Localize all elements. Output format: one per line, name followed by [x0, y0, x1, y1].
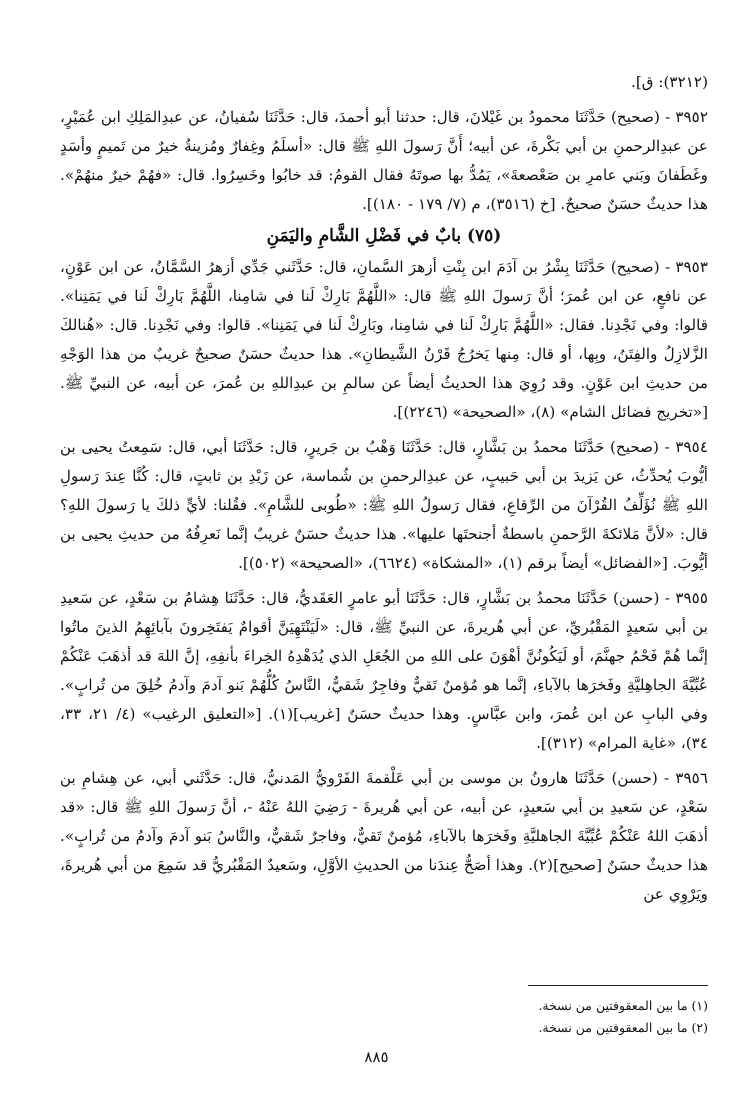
hadith-3955: ٣٩٥٥ - (حسن) حَدَّثَنَا محمدُ بن بَشَّارٍ، قال: حَدَّثَنَا أبو عامرٍ العَقَديُّ، قال: حَدَّثَنَا هِشامُ بن سَعْدٍ، عن سَعيدِ بن أبي سَعيدٍ المَقْبُريِّ، عن أبي هُريرةَ، عن النبيِّ ﷺ، قال: «لَيَنْتَهِيَنَّ أقوامٌ يَفتَخِرونَ بآبائِهِمُ الذينَ ماتُوا إنَّما هُمْ فَحْمُ جهنَّمَ، أو لَيَكُونُنَّ أهْوَنَ على اللهِ من الجُعَلِ الذي يُدَهْدِهُ الخِراءَ بأنفِهِ، إنَّ اللهَ قد أذهَبَ عَنْكُمْ عُبِّيَّةَ الجاهِليَّةِ وفَخرَها بالآباءِ، إنَّما هو مُؤمنٌ تَقيٌّ وفاجِرٌ شَقيٌّ، النَّاسُ كُلُّهُمْ بَنو آدمَ وآدمُ خُلِقَ من تُرابٍ». وفي البابِ عن ابن عُمرَ، وابن عبَّاسٍ. وهذا حديثٌ حسَنٌ [غريب](١). [«التعليق الرغيب» (٤/ ٢١، ٣٣، ٣٤)، «غاية المرام» (٣١٢)]. — [60, 589, 708, 752]
hadith-3952: ٣٩٥٢ - (صحيح) حَدَّثَنَا محمودُ بن غَيْلانَ، قال: حدثنا أبو أحمدَ، قال: حَدَّثَنَا سُفيانُ، عن عبدِالمَلِكِ ابن عُمَيْرٍ، عن عبدِالرحمنِ بن أبي بَكْرةَ، عن أبيه؛ أَنَّ رَسولَ اللهِ ﷺ قال: «أسلَمُ وغِفارٌ ومُزينةُ خيرٌ من تَميمٍ وأسَدٍ وغَطَفانَ وبَني عامرِ بن صَعْصعةَ»، يَمُدُّ بها صوتَهُ فقال القومُ: قد خابُوا وخَسِرُوا. قال: «فهُمْ خيرٌ منهُمْ». هذا حديثٌ حسَنٌ صحيحٌ. [خ (٣٥١٦)، م (٧/ ١٧٩ - ١٨٠)]. — [60, 108, 708, 213]
chapter-heading: (٧٥) بابٌ في فَضْلِ الشَّامِ واليَمَنِ — [266, 226, 502, 246]
footnote-2: (٢) ما بين المعقوفتين من نسخة. — [538, 1020, 708, 1035]
hadith-3953: ٣٩٥٣ - (صحيح) حَدَّثَنَا بِشْرُ بن آدَمَ ابن بِنْتِ أزهرَ السَّمانِ، قال: حَدَّثَني جَدِّي أزهرُ السَّمَّانُ، عن ابن عَوْنٍ، عن نافعٍ، عن ابن عُمرَ؛ أنَّ رَسولَ اللهِ ﷺ قال: «اللَّهُمَّ بَارِكْ لَنا في شامِنا، اللَّهُمَّ بَارِكْ لَنا في يَمَنِنا». قالوا: وفي نَجْدِنا. فقال: «اللَّهُمَّ بَارِكْ لَنا في شامِنا، وبَارِكْ لَنا في يَمَنِنا». قالوا: وفي نَجْدِنا. قال: «هُنالكَ الزَّلازِلُ والفِتَنُ، وبِها، أو قال: مِنها يَخرُجُ قَرْنُ الشَّيطانِ». هذا حديثٌ حسَنٌ صحيحٌ غريبٌ من هذا الوَجْهِ من حديثِ ابن عَوْنٍ. وقد رُوِيَ هذا الحديثُ أيضاً عن سالمِ بن عبدِاللهِ بن عُمرَ، عن أبيه، عن النبيِّ ﷺ. [«تخريج فضائل الشام» (٨)، «الصحيحة» (٢٢٤٦)]. — [60, 258, 708, 421]
footnote-divider — [528, 985, 708, 986]
hadith-3956: ٣٩٥٦ - (حسن) حَدَّثَنَا هارونُ بن موسى بن أبي عَلْقمةَ الفَرْويُّ المَدنيُّ، قال: حَدَّثَني أبي، عن هِشامِ بن سَعْدٍ، عن سَعيدِ بن أبي سَعيدٍ، عن أبيه، عن أبي هُريرةَ - رَضِيَ اللهُ عَنْهُ -، أنَّ رَسولَ اللهِ ﷺ قال: «قد أذهَبَ اللهُ عَنْكُمْ عُبِّيَّةَ الجاهليَّةِ وفَخرَها بالآباءِ، مُؤمنٌ تَقيٌّ، وفاجرٌ شَقيٌّ، والنَّاسُ بَنو آدمَ وآدمُ من تُرابٍ». هذا حديثٌ حسَنٌ [صحيح](٢). وهذا أصَحُّ عِندَنا من الحديثِ الأوَّلِ، وسَعيدٌ المَقْبُريُّ قد سَمِعَ من أبي هُريرةَ، ويَرْوِي عن — [60, 769, 708, 903]
page-number: ٨٨٥ — [364, 1048, 389, 1066]
hadith-3954: ٣٩٥٤ - (صحيح) حَدَّثَنَا محمدُ بن بَشَّارٍ، قال: حَدَّثَنَا وَهْبُ بن جَريرٍ، قال: حَدَّثَنَا أبي، قال: سَمِعتُ يحيى بن أيُّوبَ يُحدِّثُ، عن يَزيدَ بن أبي حَبيبٍ، عن عبدِالرحمنِ بن شُماسة، عن زَيْدِ بن ثابتٍ، قال: كُنَّا عِندَ رَسولِ اللهِ ﷺ نُؤَلِّفُ القُرْآنَ من الرِّقاعِ، فقال رَسولُ اللهِ ﷺ: «طُوبى للشَّامِ». فقُلنا: لأيٍّ ذلكَ يا رَسولَ اللهِ؟ قال: «لأنَّ مَلائكةَ الرَّحمنِ باسطةٌ أجنحتَها عليها». هذا حديثٌ حسَنٌ غريبٌ إنَّما نَعرِفُهُ من حديثِ يحيى بن أيُّوبَ. [«الفضائل» أيضاً برقم (١)، «المشكاة» (٦٦٢٤)، «الصحيحة» (٥٠٢)]. — [60, 438, 708, 572]
footnote-1: (١) ما بين المعقوفتين من نسخة. — [538, 998, 708, 1013]
footnotes — [60, 985, 708, 1039]
page-body — [60, 68, 708, 909]
paragraph-continuation: (٣٢١٢): ق]. — [631, 73, 708, 91]
